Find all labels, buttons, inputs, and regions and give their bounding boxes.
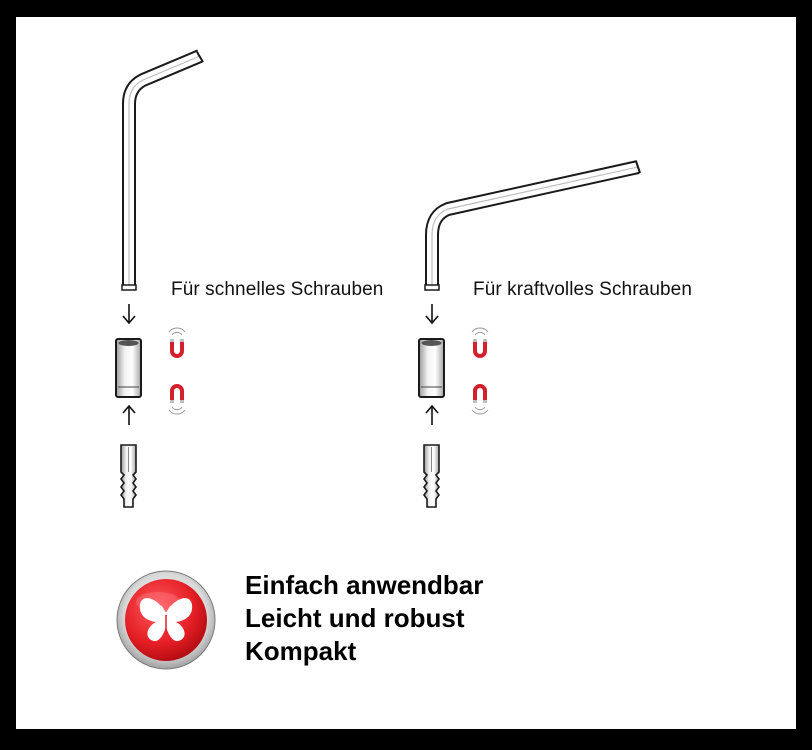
- magnet-icon: [472, 384, 488, 414]
- arrow-up-icon: [426, 406, 438, 425]
- hex-key-icon: [122, 52, 203, 290]
- caption-fast-screwing: Für schnelles Schrauben: [171, 279, 384, 300]
- product-infographic: [16, 17, 796, 729]
- butterfly-logo: [117, 571, 215, 669]
- feature-easy-to-use: Einfach anwendbar: [245, 570, 484, 600]
- magnet-icon: [472, 328, 488, 358]
- bit-holder-icon: [419, 339, 444, 397]
- magnet-icon: [169, 384, 185, 414]
- arrow-down-icon: [123, 304, 135, 323]
- feature-light-and-robust: Leicht und robust: [245, 603, 465, 633]
- caption-powerful-screwing: Für kraftvolles Schrauben: [473, 279, 692, 300]
- feature-compact: Kompakt: [245, 636, 357, 666]
- bit-holder-icon: [116, 339, 141, 397]
- arrow-up-icon: [123, 406, 135, 425]
- magnet-icon: [169, 328, 185, 358]
- hex-key-icon: [425, 161, 640, 290]
- torx-bit-icon: [424, 445, 439, 507]
- torx-bit-icon: [121, 445, 136, 507]
- feature-list: [245, 569, 483, 668]
- arrow-down-icon: [426, 304, 438, 323]
